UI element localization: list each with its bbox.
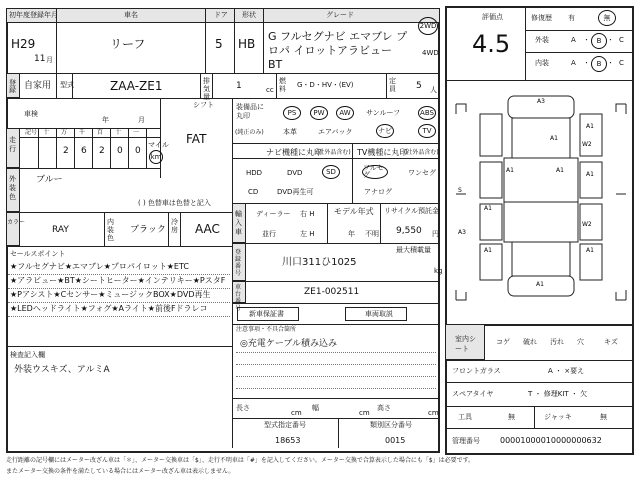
footer-line-1: 走行距離の記号欄にはメーター改ざん車は「＊」、メーター交換車は「$」、走行不明車は「#」を記入してください。メーター交換で合算表示した場合にも「$」は必要です。 — [6, 457, 475, 464]
inspection-month: 月 — [138, 116, 145, 124]
grade-separator: ・ — [607, 36, 614, 44]
jack-label: ジャッキ — [544, 413, 572, 421]
footer-line-2: またメーター交換の条件を満たしている場合にはメーター改ざん車は表示しません。 — [6, 468, 235, 475]
fuel-label: 燃料 — [279, 77, 286, 93]
diagram-mark: A1 — [586, 171, 594, 178]
mileage-digit: 2 — [99, 146, 105, 156]
recycle-unit: 円 — [432, 230, 439, 238]
diagram-mark: A1 — [586, 123, 594, 130]
color-code: RAY — [52, 225, 69, 235]
length-label: 長さ — [236, 404, 250, 412]
tv-title: TV機種に丸印 — [357, 148, 408, 157]
divider — [445, 428, 634, 429]
model-year-label: モデル年式 — [334, 207, 374, 216]
seat-option: 破れ — [523, 338, 537, 346]
divider — [20, 137, 160, 138]
equipment-sub: (純正のみ) — [235, 129, 264, 136]
plate-label: 登録番号 — [235, 249, 242, 277]
divider — [200, 73, 201, 98]
grade-option: C — [619, 59, 624, 67]
disp-unit: cc — [266, 86, 274, 94]
equipment-option-circled: PW — [310, 106, 328, 120]
mileage-label: 走行 — [9, 136, 16, 153]
defects-label: 注意事項・不具合箇所 — [236, 326, 297, 333]
warranty-label: 新車保証書 — [249, 310, 284, 318]
divider — [445, 382, 634, 383]
type-no-value: 18653 — [275, 436, 301, 445]
mileage-digit-head: 万 — [61, 129, 68, 136]
divider — [56, 73, 57, 98]
repair-yes: 有 — [568, 14, 575, 22]
divider — [534, 406, 535, 428]
equipment-option-circled: TV — [418, 124, 436, 138]
drive-4wd: 4WD — [422, 49, 439, 57]
divider — [232, 418, 440, 419]
divider — [232, 324, 440, 325]
mgmt-value: 00001000010000000632 — [500, 436, 602, 445]
divider — [56, 8, 57, 73]
divider — [92, 128, 93, 168]
seat-option: コゲ — [496, 338, 510, 346]
divider — [232, 281, 440, 282]
diagram-mark: A3 — [458, 229, 466, 236]
defects-text: ◎充電ケーブル積み込み — [240, 339, 338, 349]
navi-option: CD — [248, 188, 259, 196]
glass-value: A ・ ×要え — [548, 367, 585, 375]
grade-option-circled: B — [591, 56, 607, 72]
divider — [386, 73, 387, 98]
model-year-unknown: 不明 — [365, 230, 379, 238]
divider — [352, 143, 353, 203]
height-unit: cm — [428, 409, 439, 417]
exterior-color: ブルー — [36, 175, 63, 185]
seat-option: 汚れ — [550, 338, 564, 346]
equipment-option-circled: AW — [336, 106, 354, 120]
diagram-mark: W2 — [582, 221, 592, 228]
shift-label: シフト — [193, 101, 214, 109]
int-color-label: 内装色 — [107, 218, 114, 242]
equipment-title: 装備品に丸印 — [236, 103, 264, 120]
divider — [445, 360, 634, 361]
capacity: 5 — [416, 81, 422, 91]
spare-label: スペアタイヤ — [452, 390, 494, 398]
diagram-mark: A1 — [484, 247, 492, 254]
recycle-amount: 9,550 — [396, 226, 422, 236]
divider — [180, 212, 181, 246]
divider — [327, 203, 328, 243]
equipment-option-circled: ナビ — [376, 124, 394, 138]
model-code: ZAA-ZE1 — [110, 79, 163, 93]
model-year-year: 年 — [348, 230, 355, 238]
chassis-label: 車台番号 — [235, 284, 242, 312]
disp-label: 排気量 — [203, 77, 210, 101]
divider — [110, 128, 111, 168]
grade-label: グレード — [326, 11, 354, 19]
diagram-mark: A1 — [556, 167, 564, 174]
manual-label: 車両取説 — [365, 310, 393, 318]
navi-option-circled: SD — [322, 165, 340, 179]
equipment-option-circled: PS — [283, 106, 301, 120]
first-reg-month-unit: 月 — [46, 56, 53, 64]
inspector-text: 外装ウスキズ、アルミA — [14, 365, 110, 375]
divider — [72, 73, 73, 98]
dotted-line — [236, 364, 436, 365]
ext-grade-label: 外装 — [535, 36, 549, 44]
tv-option-circled: フルセグ — [362, 165, 388, 179]
inspector-label: 検査記入欄 — [10, 351, 45, 359]
mile-unit: マイル — [148, 141, 169, 149]
import-label: 輸入車 — [235, 210, 242, 236]
divider — [263, 8, 264, 73]
seat-option: 穴 — [577, 338, 584, 346]
fuel-ev-circle — [360, 78, 378, 92]
divider — [525, 30, 634, 31]
drive-2wd-text: 2WD — [419, 21, 437, 30]
sales-point-line: ★フルセグナビ★エマブレ★プロパイロット★ETC — [10, 262, 189, 271]
use-type: 自家用 — [24, 81, 52, 91]
body-shape: HB — [238, 37, 256, 51]
dotted-line — [8, 274, 230, 275]
diagram-mark: A3 — [537, 98, 545, 105]
max-load-label: 最大積載量 — [396, 246, 431, 254]
recycle-label: リサイクル預託金 — [384, 207, 440, 215]
divider — [74, 128, 75, 168]
dotted-line — [8, 288, 230, 289]
rating-score: 4.5 — [472, 30, 511, 58]
divider — [232, 303, 440, 304]
grade-option: A — [571, 59, 576, 67]
spare-value: T ・ 修理KIT ・ 欠 — [528, 390, 588, 398]
class-no-label: 類別区分番号 — [370, 421, 412, 429]
mileage-digit-head: 十 — [43, 129, 50, 136]
capacity-unit: 人 — [430, 86, 437, 94]
mgmt-label: 管理番号 — [452, 437, 480, 445]
ac-label: 冷房 — [171, 218, 178, 234]
tv-sub: (社外品含む) — [404, 149, 439, 156]
dotted-line — [236, 352, 436, 353]
sales-label: セールスポイント — [10, 250, 66, 258]
model-label: 型式 — [60, 81, 74, 89]
repair-no-text: 無 — [603, 13, 611, 22]
mileage-digit-head: 一 — [133, 129, 140, 136]
grade-option: A — [571, 36, 576, 44]
dotted-line — [236, 376, 436, 377]
shape-label: 形状 — [242, 11, 256, 19]
mileage-digit: 2 — [63, 146, 69, 156]
tools-label: 工具 — [458, 413, 472, 421]
dotted-line — [8, 316, 230, 317]
max-load-unit: kg — [434, 267, 443, 275]
import-right: 右 H — [300, 210, 315, 218]
import-left: 左 H — [300, 230, 315, 238]
divider — [146, 128, 147, 168]
grade-separator: ・ — [583, 36, 590, 44]
divider — [232, 158, 440, 159]
divider — [128, 128, 129, 168]
divider — [445, 80, 634, 81]
shift-value: FAT — [186, 132, 207, 146]
class-no-value: 0015 — [385, 436, 406, 445]
equipment-option: サンルーフ — [366, 109, 401, 117]
fuel-options: G・D・HV・(EV) — [297, 81, 354, 89]
divider — [6, 98, 440, 99]
divider — [212, 73, 213, 98]
divider — [380, 203, 381, 243]
first-reg-month: 11 — [34, 54, 46, 64]
divider — [232, 243, 440, 244]
equipment-option: 本革 — [283, 128, 297, 136]
km-text: km — [150, 152, 162, 161]
tools-value: 無 — [508, 413, 515, 421]
mileage-digit-head: 十 — [115, 129, 122, 136]
divider — [445, 406, 634, 407]
int-color: ブラック — [130, 225, 166, 235]
mileage-digit-head: 千 — [79, 129, 86, 136]
divider — [6, 246, 232, 247]
divider — [6, 346, 232, 347]
divider — [232, 143, 440, 144]
divider — [232, 203, 440, 204]
color-code-label-cell — [6, 212, 20, 246]
dotted-line — [236, 388, 436, 389]
repair-no-circled — [598, 10, 616, 26]
divider — [525, 6, 526, 80]
type-no-label: 型式指定番号 — [264, 421, 306, 429]
divider — [338, 418, 339, 448]
diagram-mark: S — [458, 187, 462, 194]
length-unit: cm — [291, 409, 302, 417]
navi-option: DVD再生可 — [277, 188, 314, 196]
sales-point-line: ★アラビュー★BT★シートヒーター★インテリキー★PスタF — [10, 276, 226, 285]
mileage-digit: 6 — [81, 146, 87, 156]
divider — [56, 128, 57, 168]
divider — [232, 398, 440, 399]
equipment-option-circled: ABS — [418, 106, 436, 120]
divider — [6, 212, 232, 213]
plate-value: 川口311ひ1025 — [282, 257, 357, 268]
exterior-note: ( ) 色替車は色替と記入 — [138, 199, 211, 207]
divider — [525, 52, 634, 53]
mileage-digit: 0 — [117, 146, 123, 156]
diagram-mark: A1 — [550, 135, 558, 142]
repair-label: 修復歴 — [531, 14, 552, 22]
navi-option: HDD — [246, 169, 263, 177]
import-dealer: ディーラー — [256, 210, 291, 218]
mileage-digit-head: 記号 — [25, 129, 38, 136]
first-reg-label: 初年度登録年月 — [9, 11, 58, 19]
displacement: 1 — [236, 81, 242, 91]
door-count: 5 — [215, 37, 223, 51]
diagram-mark: W2 — [582, 141, 592, 148]
diagram-mark: A1 — [484, 205, 492, 212]
navi-title: ナビ機種に丸印 — [266, 148, 322, 157]
name-label: 車名 — [124, 11, 138, 19]
rating-label: 評価点 — [482, 13, 503, 21]
door-label: ドア — [214, 11, 228, 19]
grade-separator: ・ — [583, 59, 590, 67]
sales-point-line: ★LEDヘッドライト★フォグ★Aライト★前後Fドラレコ — [10, 304, 208, 313]
divider — [205, 8, 206, 73]
divider — [104, 212, 105, 246]
diagram-mark: A1 — [586, 247, 594, 254]
grade-option-circled: B — [591, 33, 607, 49]
divider — [6, 168, 160, 169]
navi-option: DVD — [287, 169, 303, 177]
seat-label: 室内シート — [455, 335, 476, 353]
drive-2wd-circled — [418, 17, 438, 35]
tv-option: アナログ — [364, 188, 392, 196]
import-parallel: 並行 — [262, 230, 276, 238]
divider — [276, 73, 277, 98]
car-name: リーフ — [110, 37, 146, 51]
grade-value: G フルセグナビ エマブレ プロパ イロットアラビュー BT — [268, 30, 408, 71]
first-reg-year: H29 — [11, 37, 36, 51]
dotted-line — [8, 302, 230, 303]
inspection-label: 車検 — [24, 110, 38, 118]
width-unit: cm — [359, 409, 370, 417]
sales-point-line: ★Pアシスト★Cセンサー★ミュージックBOX★DVD再生 — [10, 290, 211, 299]
capacity-label: 定員 — [389, 77, 396, 93]
km-circled — [149, 150, 163, 164]
divider — [234, 8, 235, 73]
divider — [38, 128, 39, 168]
equipment-option: エアバック — [318, 128, 353, 136]
divider — [160, 98, 161, 178]
height-label: 高さ — [377, 404, 391, 412]
tv-option: ワンセグ — [408, 169, 436, 177]
divider — [168, 212, 169, 246]
diagram-mark: A1 — [536, 281, 544, 288]
ac-value: AAC — [195, 222, 220, 236]
diagram-mark: A1 — [506, 167, 514, 174]
int-grade-label: 内装 — [535, 59, 549, 67]
mileage-digit-head: 百 — [97, 129, 104, 136]
exterior-label: 外装色 — [9, 175, 16, 201]
jack-value: 無 — [600, 413, 607, 421]
chassis-value: ZE1-002511 — [304, 287, 360, 297]
width-label: 幅 — [312, 404, 319, 412]
mileage-digit: 0 — [135, 146, 141, 156]
seat-option: キズ — [604, 338, 618, 346]
grade-separator: ・ — [607, 59, 614, 67]
car-damage-diagram — [450, 84, 632, 320]
glass-label: フロントガラス — [452, 367, 501, 375]
reg-label: 登録 — [9, 79, 16, 94]
navi-sub: (社外品含む) — [316, 149, 351, 156]
color-code-label: カラー — [7, 219, 26, 226]
inspection-year: 年 — [102, 116, 109, 124]
grade-option: C — [619, 36, 624, 44]
